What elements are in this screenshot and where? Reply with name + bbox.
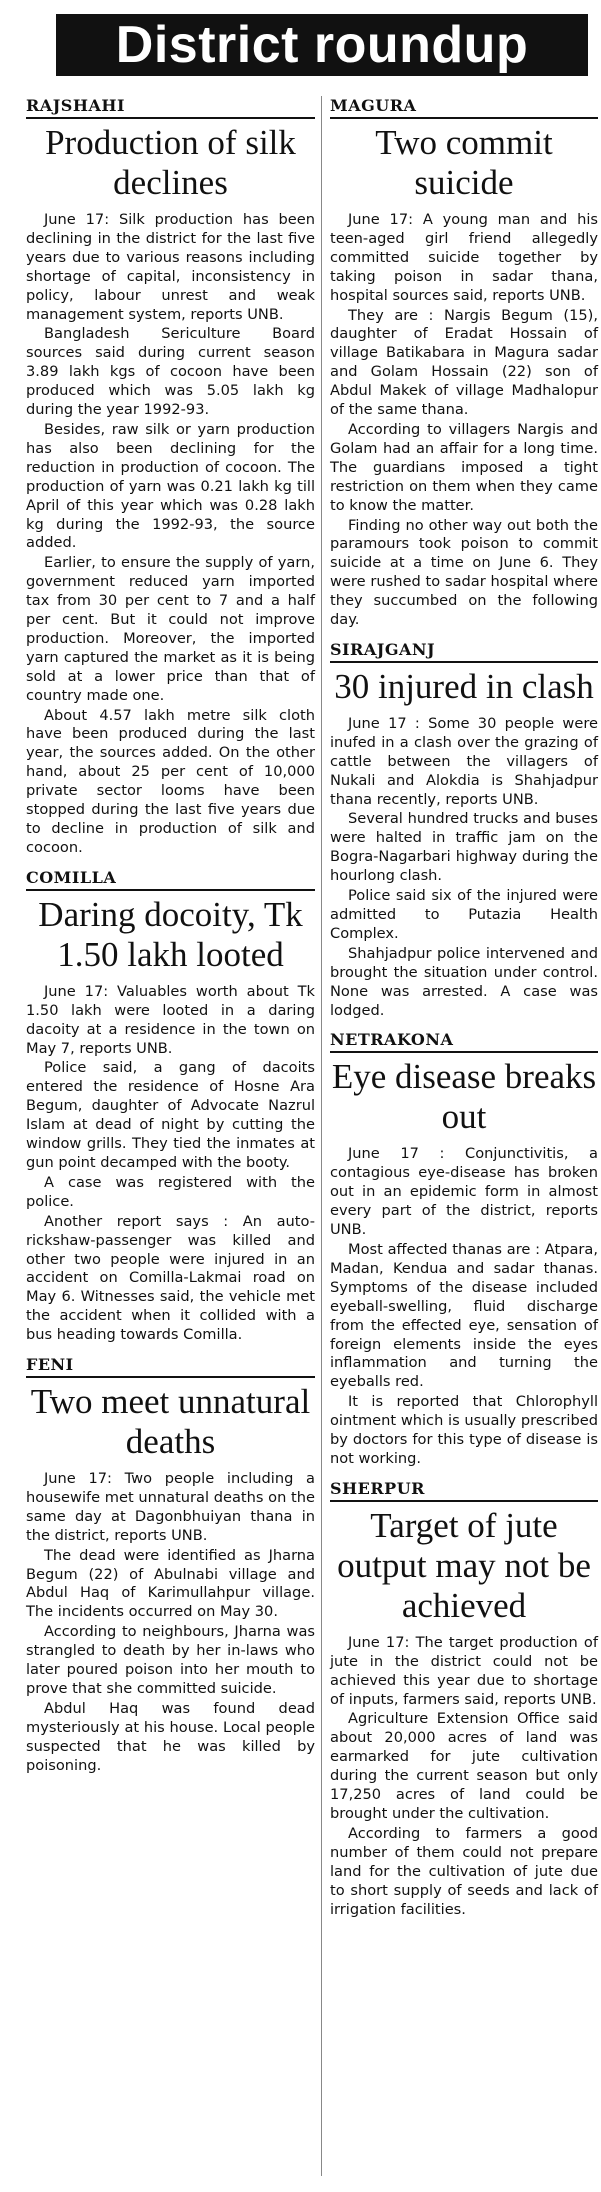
story-body bbox=[330, 1634, 598, 1920]
district-label: COMILLA bbox=[26, 868, 315, 891]
story-headline: Daring docoity, Tk 1.50 lakh looted bbox=[38, 894, 303, 974]
right-column bbox=[330, 96, 598, 1929]
story-rajshahi bbox=[26, 96, 315, 858]
story-headline: Target of jute output may not be achieved bbox=[337, 1505, 591, 1625]
paragraph: According to villagers Nargis and Golam had an affair for a long time. The guardians imposed a tight restriction on them when they came to know the matter. bbox=[330, 420, 598, 514]
story-body bbox=[330, 211, 598, 630]
paragraph: Finding no other way out both the paramours took poison to commit suicide at a time on June 6. They were rushed to sadar hospital where they succumbed on the following day. bbox=[330, 516, 598, 629]
story-headline: Two meet unnatural deaths bbox=[30, 1382, 311, 1462]
paragraph: Agriculture Extension Office said about 20,000 acres of land was earmarked for jute cultivation during the current season but only 17,250 acres of land could be brought under the cultivation. bbox=[330, 1710, 598, 1822]
paragraph: They are : Nargis Begum (15), daughter of Eradat Hossain of village Batikabara in Magura sadar and Golam Hossain (22) son of Abdul Makek of village Madhalopur of the same thana. bbox=[330, 306, 598, 419]
paragraph: June 17: The target production of jute in the district could not be achieved this year due to shortage of inputs, farmers said, reports UNB. bbox=[330, 1633, 598, 1708]
left-column bbox=[26, 96, 315, 1786]
district-label: FENI bbox=[26, 1355, 315, 1378]
paragraph: Besides, raw silk or yarn production has also been declining for the reduction in production of cocoon. The production of yarn was 0.21 lakh kg till April of this year which was 0.28 lakh kg during the 1992-93, the source added. bbox=[26, 420, 315, 552]
story-netrakona bbox=[330, 1030, 598, 1468]
district-label: RAJSHAHI bbox=[26, 96, 315, 119]
story-body bbox=[26, 983, 315, 1345]
district-label: SHERPUR bbox=[330, 1479, 598, 1502]
paragraph: June 17: Two people including a housewife met unnatural deaths on the same day at Dagonbhuiyan thana in the district, reports UNB. bbox=[26, 1470, 315, 1544]
paragraph: Another report says : An auto-rickshaw-passenger was killed and other two people were injured in an accident on Comilla-Lakmai road on May 6. Witnesses said, the vehicle met the accident when it collided with a bus heading towards Comilla. bbox=[26, 1212, 315, 1344]
story-comilla bbox=[26, 868, 315, 1345]
story-sirajganj bbox=[330, 640, 598, 1021]
paragraph: Shahjadpur police intervened and brought the situation under control. None was arrested. A case was lodged. bbox=[330, 944, 598, 1019]
story-body bbox=[26, 1470, 315, 1776]
section-banner: District roundup bbox=[56, 14, 588, 76]
paragraph: Earlier, to ensure the supply of yarn, government reduced yarn imported tax from 30 per cent to 7 and a half per cent. But it could not improve production. Moreover, the imported yarn captured the market as it is being sold at a lower price than that of country made one. bbox=[26, 554, 315, 704]
story-body bbox=[330, 715, 598, 1021]
paragraph: The dead were identified as Jharna Begum (22) of Abulnabi village and Abdul Haq of Karimullahpur village. The incidents occurred on May 30. bbox=[26, 1546, 315, 1621]
paragraph: June 17: A young man and his teen-aged girl friend allegedly committed suicide together by taking poison in sadar thana, hospital sources said, reports UNB. bbox=[330, 211, 598, 304]
paragraph: June 17 : Some 30 people were inufed in a clash over the grazing of cattle between the villagers of Nukali and Alokdia is Shahjadpur thana recently, reports UNB. bbox=[330, 714, 598, 808]
paragraph: According to farmers a good number of them could not prepare land for the cultivation of jute due to short supply of seeds and lack of irrigation facilities. bbox=[330, 1824, 598, 1918]
story-body bbox=[26, 211, 315, 858]
paragraph: June 17: Valuables worth about Tk 1.50 lakh were looted in a daring dacoity at a residence in the town on May 7, reports UNB. bbox=[26, 982, 315, 1057]
story-headline: Production of silk declines bbox=[45, 123, 296, 202]
story-body bbox=[330, 1145, 598, 1468]
story-feni bbox=[26, 1355, 315, 1776]
district-label: NETRAKONA bbox=[330, 1030, 598, 1053]
paragraph: About 4.57 lakh metre silk cloth have been produced during the last year, the sources added. On the other hand, about 25 per cent of 10,000 private sector looms have been stopped during the last five years due to decline in production of silk and cocoon. bbox=[26, 706, 315, 856]
paragraph: Several hundred trucks and buses were halted in traffic jam on the Bogra-Nagarbari highway during the hourlong clash. bbox=[330, 810, 598, 885]
paragraph: Abdul Haq was found dead mysteriously at his house. Local people suspected that he was killed by poisoning. bbox=[26, 1699, 315, 1774]
paragraph: June 17 : Conjunctivitis, a contagious eye-disease has broken out in an epidemic form in almost every part of the district, reports UNB. bbox=[330, 1145, 598, 1239]
district-label: SIRAJGANJ bbox=[330, 640, 598, 663]
story-headline: 30 injured in clash bbox=[334, 666, 594, 706]
paragraph: Bangladesh Sericulture Board sources said during current season 3.89 lakh kgs of cocoon have been produced which was 5.05 lakh kg during the year 1992-93. bbox=[26, 325, 315, 419]
paragraph: Police said six of the injured were admitted to Putazia Health Complex. bbox=[330, 887, 598, 942]
paragraph: According to neighbours, Jharna was strangled to death by her in-laws who later poured poison into her mouth to prove that she committed suicide. bbox=[26, 1623, 315, 1697]
paragraph: Most affected thanas are : Atpara, Madan, Kendua and sadar thanas. Symptoms of the disease included eyeball-swelling, fluid discharge from the effected eye, sensation of foreign elements inside the eyes inflammation and turning the eyeballs red. bbox=[330, 1240, 598, 1391]
story-magura bbox=[330, 96, 598, 630]
district-label: MAGURA bbox=[330, 96, 598, 119]
column-divider bbox=[321, 96, 322, 2176]
paragraph: It is reported that Chlorophyll ointment which is usually prescribed by doctors for this type of disease is not working. bbox=[330, 1393, 598, 1467]
paragraph: Police said, a gang of dacoits entered the residence of Hosne Ara Begum, daughter of Advocate Nazrul Islam at dead of night by cutting the window grills. They tied the inmates at gun point decamped with the booty. bbox=[26, 1059, 315, 1171]
story-headline: Eye disease breaks out bbox=[331, 1057, 597, 1137]
story-headline: Two commit suicide bbox=[375, 123, 553, 202]
paragraph: A case was registered with the police. bbox=[26, 1173, 315, 1210]
paragraph: June 17: Silk production has been declining in the district for the last five years due to various reasons including shortage of capital, inconsistency in policy, labour unrest and weak management system, reports UNB. bbox=[26, 211, 315, 323]
story-sherpur bbox=[330, 1479, 598, 1920]
